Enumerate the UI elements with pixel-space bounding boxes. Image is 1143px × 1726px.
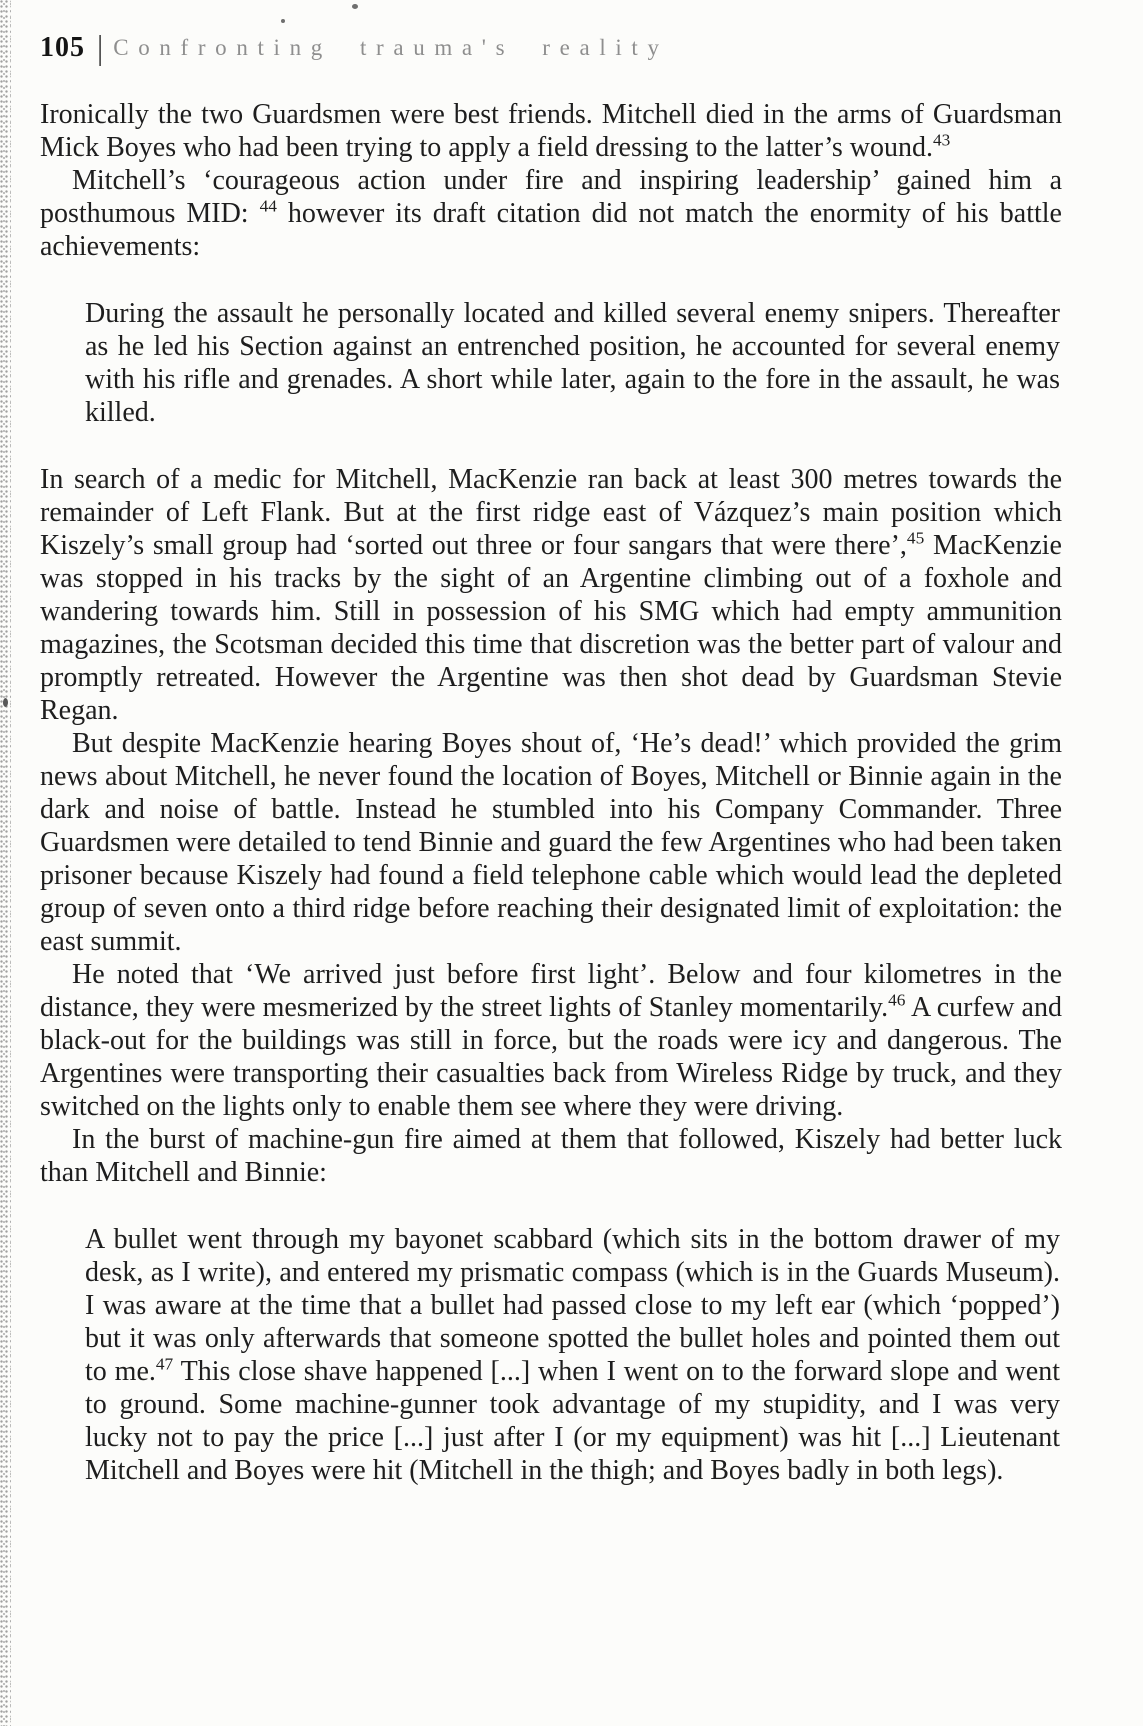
block-quote-1 xyxy=(85,297,1060,429)
block-quote-2-text-cont: This close shave happened [...] when I went on to the forward slope and went to ground. Some machine-gunner took advantage of my stupidity, and I was very lucky not to pay the price [...] just after I (or my equipment) was hit [...] Lieutenant Mitchell and Boyes were hit (Mitchell in the thigh; and Boyes badly in both legs). xyxy=(85,1356,1060,1486)
footnote-ref-46: 46 xyxy=(888,990,906,1010)
paragraph-6-text: In the burst of machine-gun fire aimed at them that followed, Kiszely had better luck than Mitchell and Binnie: xyxy=(40,1124,1062,1188)
block-quote-2-text: A bullet went through my bayonet scabbard (which sits in the bottom drawer of my desk, as I write), and entered my prismatic compass (which is in the Guards Museum). I was aware at the time that a bullet had passed close to my left ear (which ‘popped’) but it was only afterwards that someone spotted the bullet holes and pointed them out to me. xyxy=(85,1224,1060,1387)
paragraph-4-text: But despite MacKenzie hearing Boyes shout of, ‘He’s dead!’ which provided the grim news about Mitchell, he never found the location of Boyes, Mitchell or Binnie again in the dark and noise of battle. Instead he stumbled into his Company Commander. Three Guardsmen were detailed to tend Binnie and guard the few Argentines who had been taken prisoner because Kiszely had found a field telephone cable which would lead the depleted group of seven onto a third ridge before reaching their designated limit of exploitation: the east summit. xyxy=(40,728,1062,957)
footnote-ref-45: 45 xyxy=(906,528,925,548)
block-quote-1-text: During the assault he personally located and killed several enemy snipers. Thereafter as he led his Section against an entrenched position, he accounted for several enemy with his rifle and grenades. A short while later, again to the fore in the assault, he was killed. xyxy=(85,298,1060,428)
page-body xyxy=(40,98,1062,1521)
paragraph-3-text: In search of a medic for Mitchell, MacKenzie ran back at least 300 metres towards the remainder of Left Flank. But at the first ridge east of Vázquez’s main position which Kiszely’s small group had ‘sorted out three or four sangars that were there’, xyxy=(40,464,1062,561)
running-title: Confronting trauma's reality xyxy=(113,35,669,60)
paragraph-3 xyxy=(40,463,1062,727)
paragraph-2 xyxy=(40,164,1062,263)
paragraph-5-text: He noted that ‘We arrived just before first light’. Below and four kilometres in the distance, they were mesmerized by the street lights of Stanley momentarily. xyxy=(40,959,1062,1023)
header-divider: | xyxy=(97,28,104,67)
footnote-ref-44: 44 xyxy=(259,196,277,216)
paragraph-3-text-cont: MacKenzie was stopped in his tracks by the sight of an Argentine climbing out of a foxhole and wandering towards him. Still in possession of his SMG which had empty ammunition magazines, the Scotsman decided this time that discretion was the better part of valour and promptly retreated. However the Argentine was then shot dead by Guardsman Stevie Regan. xyxy=(40,530,1062,726)
scan-speck xyxy=(281,19,285,23)
running-header xyxy=(40,30,669,66)
footnote-ref-43: 43 xyxy=(932,130,951,150)
paragraph-1-text: Ironically the two Guardsmen were best friends. Mitchell died in the arms of Guardsman Mick Boyes who had been trying to apply a field dressing to the latter’s wound. xyxy=(40,99,1062,163)
paragraph-6 xyxy=(40,1123,1062,1189)
block-quote-2 xyxy=(85,1223,1060,1487)
scan-speck xyxy=(352,4,358,9)
scan-speck xyxy=(3,698,8,707)
footnote-ref-47: 47 xyxy=(155,1354,174,1374)
paragraph-5-text-cont: A curfew and black-out for the buildings was still in force, but the roads were icy and dangerous. The Argentines were transporting their casualties back from Wireless Ridge by truck, and they switched on the lights only to enable them see where they were driving. xyxy=(40,992,1062,1122)
paragraph-4 xyxy=(40,727,1062,958)
paragraph-5 xyxy=(40,958,1062,1123)
paragraph-1 xyxy=(40,98,1062,164)
paragraph-2-text: Mitchell’s ‘courageous action under fire and inspiring leadership’ gained him a posthumous MID: xyxy=(40,165,1062,229)
scan-edge-texture xyxy=(0,0,11,1726)
paragraph-2-text-cont: however its draft citation did not match the enormity of his battle achievements: xyxy=(40,198,1062,262)
page-number: 105 xyxy=(40,32,85,63)
